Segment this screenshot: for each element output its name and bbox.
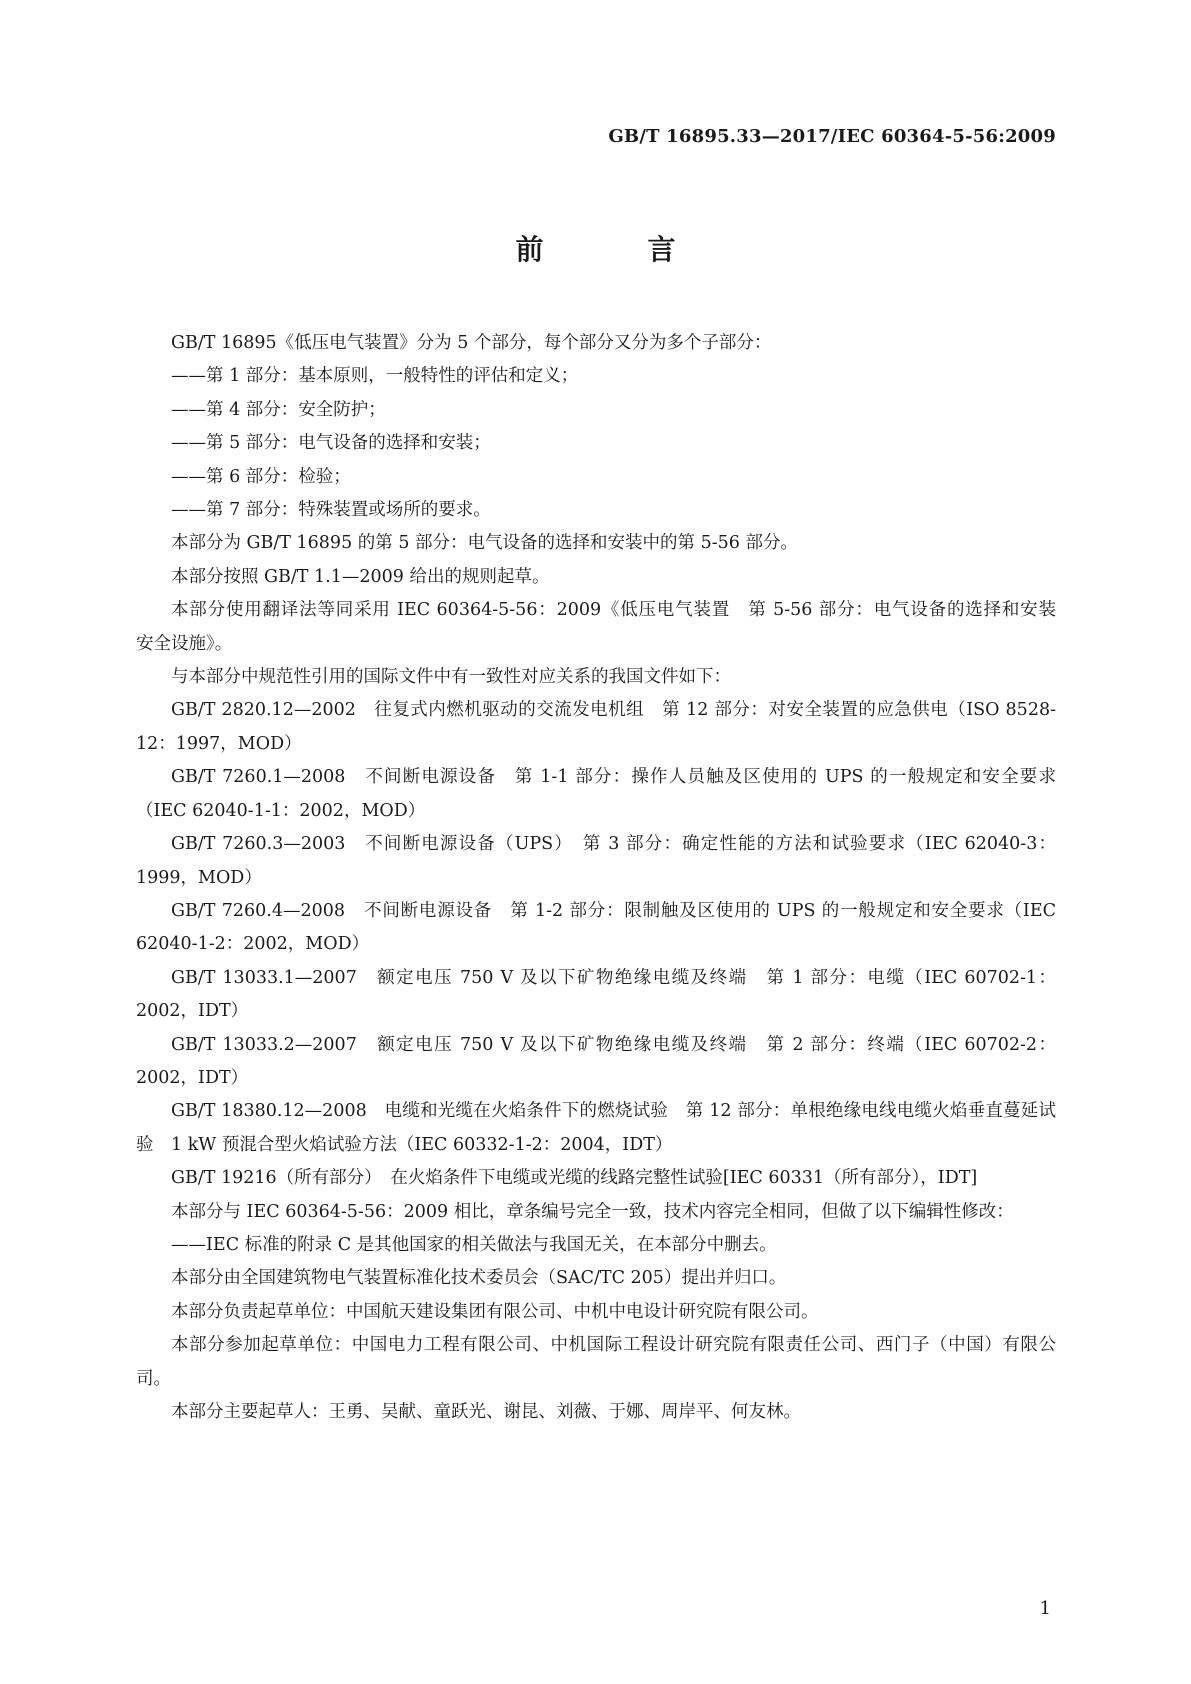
paragraph: 本部分主要起草人：王勇、吴献、童跃光、谢昆、刘薇、于娜、周岸平、何友林。 bbox=[171, 1402, 801, 1422]
reference-item: GB/T 13033.2—2007 额定电压 750 V 及以下矿物绝缘电缆及终端 第 2 部分：终端（IEC 60702-2：2002，IDT） bbox=[136, 1034, 1056, 1088]
paragraph: GB/T 16895《低压电气装置》分为 5 个部分，每个部分又分为多个子部分： bbox=[171, 333, 772, 353]
document-body bbox=[136, 327, 1074, 1429]
paragraph: 本部分由全国建筑物电气装置标准化技术委员会（SAC/TC 205）提出并归口。 bbox=[171, 1268, 787, 1289]
reference-item: GB/T 2820.12—2002 往复式内燃机驱动的交流发电机组 第 12 部分：对安全装置的应急供电（ISO 8528-12：1997，MOD） bbox=[136, 700, 1056, 754]
standard-id: GB/T 16895.33—2017/IEC 60364-5-56:2009 bbox=[608, 126, 1056, 147]
list-item: ——IEC 标准的附录 C 是其他国家的相关做法与我国无关，在本部分中删去。 bbox=[171, 1234, 777, 1255]
reference-item: GB/T 7260.3—2003 不间断电源设备（UPS） 第 3 部分：确定性能的方法和试验要求（IEC 62040-3：1999，MOD） bbox=[136, 834, 1056, 888]
reference-item: GB/T 19216（所有部分） 在火焰条件下电缆或光缆的线路完整性试验[IEC 60331（所有部分），IDT] bbox=[171, 1168, 978, 1189]
reference-item: GB/T 7260.4—2008 不间断电源设备 第 1-2 部分：限制触及区使用的 UPS 的一般规定和安全要求（IEC 62040-1-2：2002，MOD） bbox=[136, 900, 1056, 955]
list-item: ——第 5 部分：电气设备的选择和安装； bbox=[171, 433, 491, 454]
page-number: 1 bbox=[1039, 1598, 1051, 1619]
list-item: ——第 6 部分：检验； bbox=[171, 466, 351, 487]
paragraph: 与本部分中规范性引用的国际文件中有一致性对应关系的我国文件如下： bbox=[171, 667, 731, 688]
reference-item: GB/T 7260.1—2008 不间断电源设备 第 1-1 部分：操作人员触及区使用的 UPS 的一般规定和安全要求（IEC 62040-1-1：2002，MOD） bbox=[136, 767, 1056, 821]
paragraph: 本部分负责起草单位：中国航天建设集团有限公司、中机中电设计研究院有限公司。 bbox=[171, 1301, 819, 1322]
reference-item: GB/T 13033.1—2007 额定电压 750 V 及以下矿物绝缘电缆及终端 第 1 部分：电缆（IEC 60702-1：2002，IDT） bbox=[136, 967, 1056, 1022]
paragraph: 本部分与 IEC 60364-5-56：2009 相比，章条编号完全一致，技术内容完全相同，但做了以下编辑性修改： bbox=[171, 1201, 1014, 1222]
paragraph: 本部分使用翻译法等同采用 IEC 60364-5-56：2009《低压电气装置 第 5-56 部分：电气设备的选择和安装 安全设施》。 bbox=[136, 600, 1074, 654]
paragraph: 本部分为 GB/T 16895 的第 5 部分：电气设备的选择和安装中的第 5-56 部分。 bbox=[171, 533, 798, 554]
reference-item: GB/T 18380.12—2008 电缆和光缆在火焰条件下的燃烧试验 第 12 部分：单根绝缘电线电缆火焰垂直蔓延试验 1 kW 预混合型火焰试验方法（IEC 60332-1-2：2004，IDT） bbox=[136, 1101, 1056, 1155]
list-item: ——第 1 部分：基本原则，一般特性的评估和定义； bbox=[171, 366, 579, 387]
paragraph: 本部分参加起草单位：中国电力工程有限公司、中机国际工程设计研究院有限责任公司、西门子（中国）有限公司。 bbox=[136, 1335, 1056, 1389]
page-title: 前 言 bbox=[515, 233, 714, 266]
list-item: ——第 4 部分：安全防护； bbox=[171, 399, 386, 420]
list-item: ——第 7 部分：特殊装置或场所的要求。 bbox=[171, 500, 491, 521]
paragraph: 本部分按照 GB/T 1.1—2009 给出的规则起草。 bbox=[171, 566, 550, 587]
